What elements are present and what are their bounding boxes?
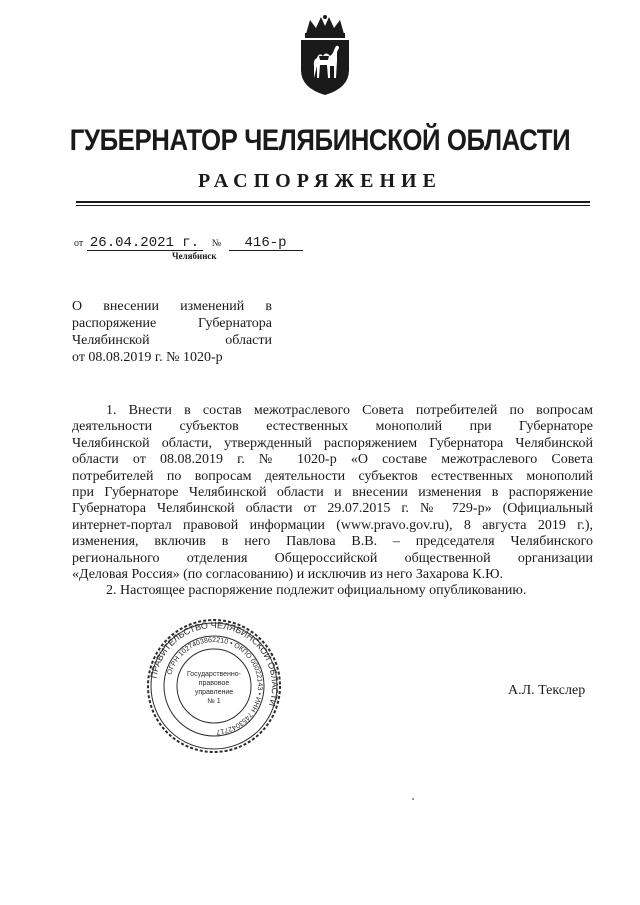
body-line: Губернатора Челябинской области от 29.07.2015 г. № 729-р» (Официальный xyxy=(72,501,593,517)
body-line: 1. Внести в состав межотраслевого Совета потребителей по вопросам xyxy=(106,403,593,418)
subject-line: Челябинской области xyxy=(72,333,272,348)
body-line: деятельности субъектов естественных монополий при Губернаторе xyxy=(72,419,593,435)
number-prefix: № xyxy=(211,238,222,249)
subject-line: распоряжение Губернатора xyxy=(72,316,272,331)
svg-text:ОГРН 1027403862210 • ОКПО 0002: ОГРН 1027403862210 • ОКПО 00022143 • ИНН 7453042717 xyxy=(166,636,264,735)
document-date: 26.04.2021 г. xyxy=(87,236,203,251)
body-line: области от 08.08.2019 г. № 1020-р «О составе межотраслевого Совета xyxy=(72,452,593,468)
document-meta xyxy=(74,234,303,251)
document-subject xyxy=(72,298,272,366)
document-city: Челябинск xyxy=(172,251,217,261)
svg-text:Государственно-: Государственно- xyxy=(186,671,242,678)
svg-text:управление: управление xyxy=(194,689,234,696)
official-seal xyxy=(146,618,282,754)
subject-line: О внесении изменений в xyxy=(72,299,272,314)
body-line: Челябинской области, утвержденный распоряжением Губернатора Челябинской xyxy=(72,435,593,451)
page-speck xyxy=(412,798,414,800)
header-rule-thick xyxy=(76,201,590,203)
body-line: 2. Настоящее распоряжение подлежит официальному опубликованию. xyxy=(106,583,527,599)
body-line: «Деловая Россия» (по согласованию) и исключив из него Захарова К.Ю. xyxy=(72,567,504,583)
date-prefix: от xyxy=(74,238,84,249)
header-rule-thin xyxy=(76,205,590,206)
document-body xyxy=(72,403,593,600)
issuer-title: ГУБЕРНАТОР ЧЕЛЯБИНСКОЙ ОБЛАСТИ xyxy=(69,124,571,157)
svg-text:№ 1: № 1 xyxy=(207,698,221,705)
body-line: потребителей по вопросам деятельности субъектов естественных монополий xyxy=(72,468,593,484)
body-line: регионального отделения Общероссийской общественной организации xyxy=(72,550,593,566)
svg-text:ПРАВИТЕЛЬСТВО ЧЕЛЯБИНСКОЙ ОБЛА: ПРАВИТЕЛЬСТВО ЧЕЛЯБИНСКОЙ ОБЛАСТИ xyxy=(148,619,281,708)
coat-of-arms-emblem xyxy=(292,14,358,96)
svg-text:правовое: правовое xyxy=(198,680,230,687)
body-line: интернет-портал правовой информации (www.pravo.gov.ru), 8 августа 2019 г.), xyxy=(72,517,593,533)
document-number: 416-р xyxy=(229,236,303,251)
body-line: изменения, включив в него Павлова В.В. – председателя Челябинского xyxy=(72,534,593,550)
subject-line: от 08.08.2019 г. № 1020-р xyxy=(72,350,223,365)
body-line: при Губернаторе Челябинской области и внесении изменения в распоряжение xyxy=(72,485,593,501)
signer-name: А.Л. Текслер xyxy=(508,683,586,698)
document-type: РАСПОРЯЖЕНИЕ xyxy=(198,170,442,192)
